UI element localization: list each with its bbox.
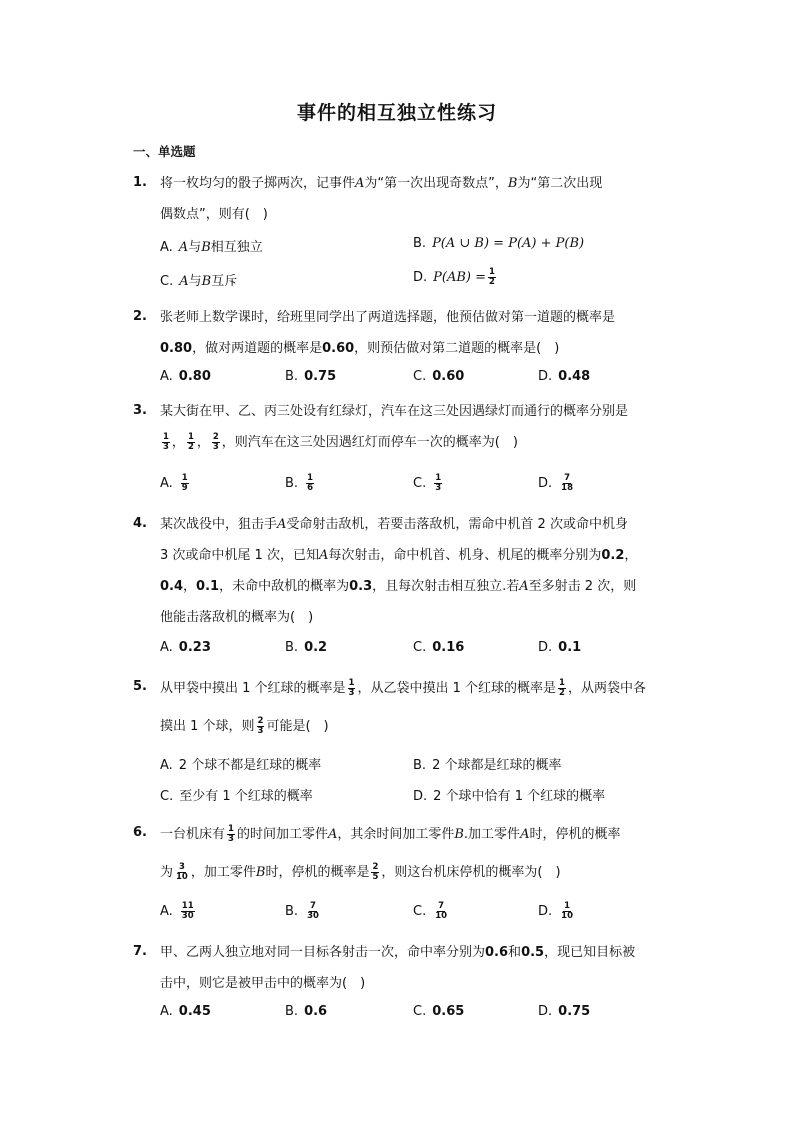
question-stem: 某大街在甲、乙、丙三处设有红绿灯，汽车在这三处因遇绿灯而通行的概率分别是 $\frac{1}{3}$ ， $\frac{1}{2}$ ， $\frac{2}{3}$ ，则汽车在这三处因遇红灯而停车一次的概率为( ) <box>160 404 629 452</box>
option-b: B. $\frac{1}{6}$ <box>285 473 313 493</box>
question-number: 3. <box>133 403 147 418</box>
option-a: A. A与B相互独立 <box>160 240 263 255</box>
question-stem: 将一枚均匀的骰子掷两次，记事件A为“第一次出现奇数点”，B为“第二次出现 偶数点”，则有( ) <box>160 176 603 222</box>
question-stem: 张老师上数学课时，给班里同学出了两道选择题，他预估做对第一道题的概率是 0.80，做对两道题的概率是0.60，则预估做对第二道题的概率是( ) <box>160 310 616 356</box>
page-title: 事件的相互独立性练习 <box>296 102 497 124</box>
option-c: C. A与B互斥 <box>160 274 238 289</box>
option-c: C. $\frac{1}{3}$ <box>413 473 442 493</box>
option-b: B. 2 个球都是红球的概率 <box>413 758 562 773</box>
option-c: C. 0.60 <box>413 369 465 384</box>
question-stem: 一台机床有 $\frac{1}{3}$ 的时间加工零件A，其余时间加工零件B.加工零件A时，停机的概率 为 $\frac{3}{10}$ ，加工零件B时，停机的概率是 $\frac{2}{5}$ ，则这台机床停机的概率为( ) <box>160 824 621 882</box>
option-a: A. 2 个球不都是红球的概率 <box>160 758 322 773</box>
question-number: 7. <box>133 944 147 959</box>
question-number: 4. <box>133 516 147 531</box>
option-c: C. 至少有 1 个红球的概率 <box>160 789 313 804</box>
question-number: 6. <box>133 825 147 840</box>
question-number: 5. <box>133 679 147 694</box>
option-c: C. 0.16 <box>413 640 465 655</box>
option-d: D. 0.75 <box>538 1004 591 1019</box>
option-b: B. P(A ∪ B) = P(A) + P(B) <box>413 236 585 251</box>
question-stem: 从甲袋中摸出 1 个红球的概率是 $\frac{1}{3}$ ，从乙袋中摸出 1 个红球的概率是 $\frac{1}{2}$ ，从两袋中各 摸出 1 个球，则 $\frac{2}{3}$ 可能是( ) <box>160 678 646 736</box>
option-b: B. 0.6 <box>285 1004 328 1019</box>
option-d: D. 0.1 <box>538 640 582 655</box>
question-stem: 某次战役中，狙击手A受命射击敌机，若要击落敌机，需命中机首 2 次或命中机身 3 次或命中机尾 1 次，已知A每次射击，命中机首、机身、机尾的概率分别为0.2， 0.4，0.1，未命中敌机的概率为0.3，且每次射击相互独立.若A至多射击 2 次，则 他能击落敌机的概率为( ) <box>160 517 638 625</box>
option-d: D. P(AB) = $\frac{1}{2}$ <box>413 267 495 287</box>
question-stem: 甲、乙两人独立地对同一目标各射击一次，命中率分别为0.6和0.5，现已知目标被 击中，则它是被甲击中的概率为( ) <box>160 945 636 991</box>
option-c: C. 0.65 <box>413 1004 465 1019</box>
option-b: B. 0.75 <box>285 369 337 384</box>
option-a: A. 0.45 <box>160 1004 211 1019</box>
option-b: B. 0.2 <box>285 640 328 655</box>
question-number: 1. <box>133 175 147 190</box>
option-d: D. 0.48 <box>538 369 591 384</box>
option-a: A. $\frac{1}{9}$ <box>160 473 188 493</box>
option-d: D. 2 个球中恰有 1 个红球的概率 <box>413 789 606 804</box>
option-d: D. $\frac{7}{18}$ <box>538 473 573 493</box>
option-a: A. 0.23 <box>160 640 211 655</box>
option-a: A. 0.80 <box>160 369 211 384</box>
option-c: C. $\frac{7}{10}$ <box>413 901 448 921</box>
option-b: B. $\frac{7}{30}$ <box>285 901 319 921</box>
option-a: A. $\frac{11}{30}$ <box>160 901 194 921</box>
section-heading: 一、单选题 <box>133 144 196 159</box>
option-d: D. $\frac{1}{10}$ <box>538 901 573 921</box>
question-number: 2. <box>133 309 147 324</box>
